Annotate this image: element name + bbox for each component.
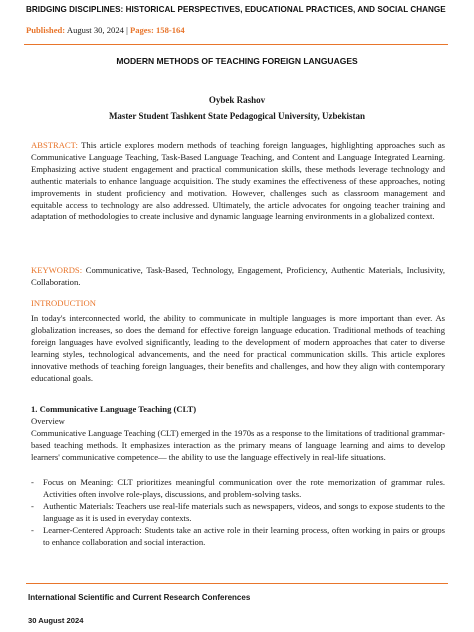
- list-item-text: Authentic Materials: Teachers use real-life materials such as newspapers, videos, and songs to expose students to the language as it is used in everyday contexts.: [43, 500, 445, 523]
- header-divider: [24, 44, 448, 45]
- published-label: Published:: [26, 25, 66, 35]
- keywords-paragraph: [31, 265, 445, 289]
- introduction-heading: INTRODUCTION: [31, 298, 96, 308]
- article-title: MODERN METHODS OF TEACHING FOREIGN LANGUAGES: [116, 56, 358, 66]
- published-date: August 30, 2024: [66, 25, 124, 35]
- footer-divider: [26, 583, 448, 584]
- bullet-list: [31, 477, 445, 548]
- list-item-text: Learner-Centered Approach: Students take an active role in their learning process, often working in pairs or groups to enhance collaboration and social interaction.: [43, 524, 445, 547]
- list-item: [31, 501, 445, 525]
- page-range: Pages: 158-164: [129, 25, 185, 35]
- journal-title: BRIDGING DISCIPLINES: HISTORICAL PERSPECTIVES, EDUCATIONAL PRACTICES, AND SOCIAL CHANGE: [26, 5, 446, 14]
- list-item-text: Focus on Meaning: CLT prioritizes meaningful communication over the rote memorization of grammar rules. Activities often involve role-plays, discussions, and problem-solving tasks.: [43, 477, 445, 499]
- list-item: [31, 525, 445, 549]
- bullet-marker: -: [31, 477, 34, 487]
- abstract-text: This article explores modern methods of teaching foreign languages, highlighting approaches such as Communicative Language Teaching, Task-Based Language Teaching, and Content and Language Integrated Learning. Emphasizing active student engagement and practical communication skills, these methods leverage technology and authentic materials to enhance language acquisition. The study examines the effectiveness of these approaches, noting improvements in student proficiency and motivation. However, challenges such as classroom management and equitable access to technology are also addressed. Ultimately, the article advocates for ongoing teacher training and adaptation of methodologies to create inclusive and dynamic language learning environments in a globalized context.: [31, 140, 445, 222]
- publication-info: [26, 25, 185, 35]
- list-item: [31, 477, 445, 501]
- clt-paragraph: Communicative Language Teaching (CLT) emerged in the 1970s as a response to the limitations of traditional grammar-based teaching methods. It emphasizes interaction as the primary means of language learning and aims to develop learners' communicative competence— the ability to use the language effectively in real-life situations.: [31, 428, 445, 462]
- abstract-label: ABSTRACT:: [31, 140, 78, 150]
- published-separator: |: [126, 25, 128, 35]
- author-affiliation: Master Student Tashkent State Pedagogical University, Uzbekistan: [108, 111, 366, 121]
- abstract-paragraph: [31, 140, 445, 223]
- section-heading: 1. Communicative Language Teaching (CLT): [31, 404, 197, 414]
- keywords-label: KEYWORDS:: [31, 265, 83, 275]
- bullet-marker: -: [31, 500, 34, 511]
- introduction-paragraph: In today's interconnected world, the ability to communicate in multiple languages is more important than ever. As globalization increases, so does the demand for effective foreign language education. Traditional methods of teaching foreign languages have evolved significantly, leading to the development of modern approaches that cater to diverse learning styles, technological advancements, and the need for practical communication skills. This article explores innovative methods of teaching foreign languages, their benefits and challenges, and how they align with contemporary educational goals.: [31, 313, 445, 383]
- bullet-marker: -: [31, 524, 34, 535]
- footer-date: 30 August 2024: [28, 616, 84, 625]
- keywords-text: Communicative, Task-Based, Technology, Engagement, Proficiency, Authentic Materials, Inclusivity, Collaboration.: [31, 265, 445, 287]
- overview-subheading: Overview: [31, 416, 65, 426]
- author-name: Oybek Rashov: [208, 95, 266, 105]
- conference-name: International Scientific and Current Research Conferences: [28, 593, 251, 602]
